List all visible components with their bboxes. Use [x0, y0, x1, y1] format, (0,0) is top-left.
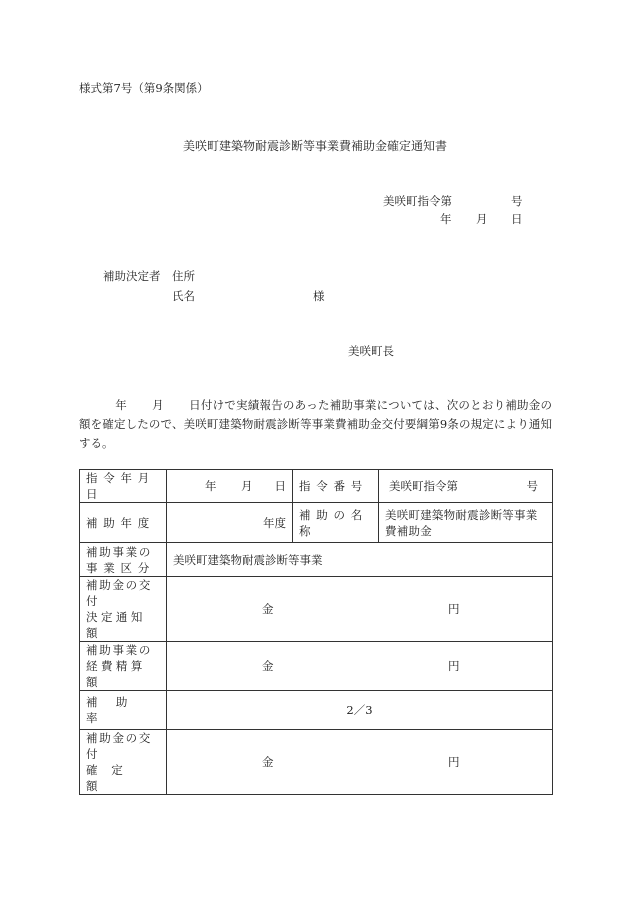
project-category-label-line1: 補助事業の [86, 544, 153, 559]
confirmation-table [79, 469, 553, 795]
table-row [80, 691, 553, 730]
doc-number-prefix: 美咲町指令第 [383, 194, 452, 208]
issue-date-label: 指令年月日 [80, 470, 167, 503]
table-row [80, 543, 553, 577]
subsidy-rate-label: 補助率 [80, 691, 167, 730]
decision-amount-label [80, 577, 167, 642]
decision-amount-value [167, 577, 553, 642]
date-month: 月 [476, 212, 488, 226]
issue-date-year: 年 [205, 479, 217, 493]
doc-number-suffix: 号 [511, 194, 523, 208]
subsidy-name-label: 補助の名称 [293, 503, 379, 543]
table-row [80, 642, 553, 691]
fiscal-year-label: 補助年度 [80, 503, 167, 543]
date-year: 年 [440, 212, 452, 226]
confirmed-amount-en: 円 [448, 755, 460, 769]
body-text: 日付けで実績報告のあった補助事業については、次のとおり補助金の額を確定したので、美咲町建築物耐震診断等事業費補助金交付要綱第9条の規定により通知する。 [79, 398, 553, 450]
settled-cost-kin: 金 [262, 659, 274, 673]
form-number: 様式第7号（第9条関係） [79, 81, 209, 95]
address-label: 住所 [172, 269, 195, 283]
issue-date-value [167, 470, 293, 503]
table-row [80, 503, 553, 543]
confirmed-amount-label-line2: 確定額 [86, 763, 137, 793]
confirmed-amount-label [80, 730, 167, 795]
issue-number-label: 指令番号 [293, 470, 379, 503]
issue-date-month: 月 [241, 479, 253, 493]
table-row [80, 577, 553, 642]
issue-number-prefix: 美咲町指令第 [389, 479, 458, 493]
subsidy-rate-value: 2／3 [167, 691, 553, 730]
decision-amount-en: 円 [448, 602, 460, 616]
project-category-label [80, 543, 167, 577]
fiscal-year-value: 年度 [167, 503, 293, 543]
confirmed-amount-label-line1: 補助金の交付 [86, 731, 153, 761]
project-category-value: 美咲町建築物耐震診断等事業 [167, 543, 553, 577]
table-row [80, 730, 553, 795]
date-day: 日 [511, 212, 523, 226]
issue-number-suffix: 号 [526, 479, 538, 493]
settled-cost-label-line2: 経費精算額 [86, 659, 146, 689]
confirmed-amount-value [167, 730, 553, 795]
recipient-label: 補助決定者 [103, 269, 161, 283]
body-year: 年 [115, 398, 127, 412]
name-label: 氏名 [172, 289, 195, 303]
subsidy-name-value: 美咲町建築物耐震診断等事業費補助金 [379, 503, 553, 543]
settled-cost-en: 円 [448, 659, 460, 673]
document-title: 美咲町建築物耐震診断等事業費補助金確定通知書 [182, 139, 447, 153]
confirmed-amount-kin: 金 [262, 755, 274, 769]
body-month: 月 [151, 398, 164, 412]
decision-amount-label-line2: 決定通知額 [86, 610, 146, 640]
settled-cost-label-line1: 補助事業の [86, 643, 153, 657]
project-category-label-line2: 事業区分 [86, 560, 155, 575]
table-row [80, 470, 553, 503]
honorific: 様 [313, 289, 325, 303]
issue-number-value [379, 470, 553, 503]
issue-date-day: 日 [274, 479, 286, 493]
notification-body [79, 396, 552, 453]
settled-cost-value [167, 642, 553, 691]
sender-name: 美咲町長 [348, 344, 394, 358]
decision-amount-label-line1: 補助金の交付 [86, 578, 153, 608]
settled-cost-label [80, 642, 167, 691]
decision-amount-kin: 金 [262, 602, 274, 616]
